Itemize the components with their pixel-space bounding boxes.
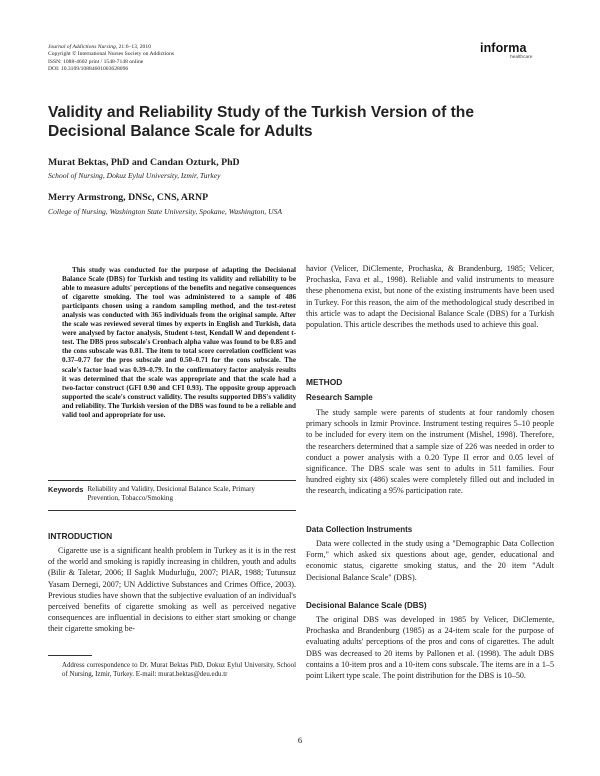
data-collection-heading: Data Collection Instruments [306, 525, 413, 534]
publisher-logo [480, 42, 550, 61]
publisher-sub: healthcare [510, 55, 533, 60]
correspondence-footnote: Address correspondence to Dr. Murat Bektas PhD, Dokuz Eylul University, School of Nursing, Izmir, Turkey. E-mail: murat.bektas@deu.edu.tr [62, 662, 296, 679]
author-group-1: Murat Bektas, PhD and Candan Ozturk, PhD [48, 157, 240, 168]
method-heading: METHOD [306, 377, 343, 387]
doi-line: DOI: 10.3109/10884601003628096 [48, 66, 129, 73]
issn-line: ISSN: 1088-4602 print / 1548-7148 online [48, 58, 144, 65]
author-group-2: Merry Armstrong, DNSc, CNS, ARNP [48, 192, 209, 203]
research-sample-heading: Research Sample [306, 393, 373, 402]
keywords-top-rule [48, 480, 296, 481]
data-collection-text: Data were collected in the study using a "Demographic Data Collection Form," which asked six questions about age, gender, educational and economic status, cigarette smoking status, and the 20 item "Adult Decisional Balance Scale" (DBS). [306, 539, 554, 582]
footnote-rule [48, 655, 92, 656]
journal-header [48, 44, 308, 74]
article-title: Validity and Reliability Study of the Turkish Version of the Decisional Balance Scale for Adults [48, 104, 475, 140]
publisher-brand: informa [480, 41, 527, 55]
keywords-bottom-rule [48, 510, 296, 511]
page-number: 6 [297, 735, 303, 745]
abstract: This study was conducted for the purpose of adapting the Decisional Balance Scale (DBS) for Turkish and testing its validity and reliability to be able to measure adults' perceptions of the benefits and negative consequences of cigarette smoking. The tool was administered to a sample of 486 participants chosen using a random sampling method, and the test-retest analysis was conducted with 365 individuals from the original sample. After the scale was reviewed several times by experts in English and Turkish, data were analysed by factor analysis, Student t-test, Kendall W and dependent t-test. The DBS pros subscale's Cronbach alpha value was found to be 0.85 and the cons subscale was 0.81. The item to total score correlation coefficient was 0.37–0.77 for the pros subscale and 0.50–0.71 for the cons subscale. The scale's factor load was 0.39–0.79. In the confirmatory factor analysis results it was determined that the scale was appropriate and that the scale had a two-factor construct (GFI 0.90 and CFI 0.93). The opposite group approach supported the scale's construct validity. The results supported DBS's validity and reliability. The Turkish version of the DBS was found to be a reliable and valid tool and appropriate for use. [62, 266, 296, 419]
keywords [48, 485, 296, 503]
copyright-line: Copyright © International Nurses Society on Addictions [48, 51, 175, 58]
keywords-label: Keywords [48, 485, 84, 494]
affiliation-2: College of Nursing, Washington State University, Spokane, Washington, USA [48, 207, 282, 216]
introduction-text: Cigarette use is a significant health problem in Turkey as it is in the rest of the world and smoking is rapidly increasing in children, youth and adults (Bilir & Taletar, 2006; Il Saglık Mudurluğu, 2007; PIAR, 1988; Tutunsuz Yasam Dernegi, 2007; UN Addictive Substances and Crimes Office, 2003). Previous studies have shown that the subjective evaluation of an individual's perceived benefits of cigarette smoking as well as perceived negative consequences are influential in decisions to either start smoking or change their cigarette smoking be- [48, 546, 296, 634]
introduction-continuation: havior (Velicer, DiClemente, Prochaska, & Brandenburg, 1985; Velicer, Prochaska, Fava et al., 1998). Reliable and valid instruments to measure these phenomena exist, but none of the existing instruments have been used in Turkey. For this reason, the aim of the methodological study described in this article was to adapt the Decisional Balance Scale (DBS) for a Turkish population. This article describes the methods used to achieve this goal. [306, 264, 554, 330]
journal-name: Journal of Addictions Nursing [48, 44, 116, 50]
research-sample-text: The study sample were parents of students at four randomly chosen primary schools in Izmir Province. Instrument testing requires 5–10 people to be included for every item on the instrument (Mishel, 1998). Therefore, the researchers determined that a sample size of 226 was needed in order to conduct a power analysis with a 0.20 Type II error and 0.05 level of significance. The DBS scale was sent to adults in 511 families. Four hundred eighty six (486) scales were completely filled out and included in the research, indicating a 95% participation rate. [306, 408, 554, 496]
dbs-heading: Decisional Balance Scale (DBS) [306, 601, 427, 610]
affiliation-1: School of Nursing, Dokuz Eylul University, Izmir, Turkey [48, 171, 221, 180]
introduction-heading: INTRODUCTION [48, 531, 113, 541]
keywords-values: Reliability and Validity, Desicional Balance Scale, Primary Prevention, Tobacco/Smoking [87, 485, 255, 503]
journal-issue: , 21:6–13, 2010 [115, 44, 151, 50]
dbs-text: The original DBS was developed in 1985 by Velicer, DiClemente, Prochaska and Brandenburg (1985) as a 24-item scale for the purpose of evaluating adults' perceptions of the pros and cons of cigarettes. The adult DBS was decreased to 20 items by Pallonen et al. (1998). The adult DBS contains a 10-item pros and a 10-item cons subscale. The items are in a 1–5 point Likert type scale. The point distribution for the DBS is 10–50. [306, 615, 554, 681]
